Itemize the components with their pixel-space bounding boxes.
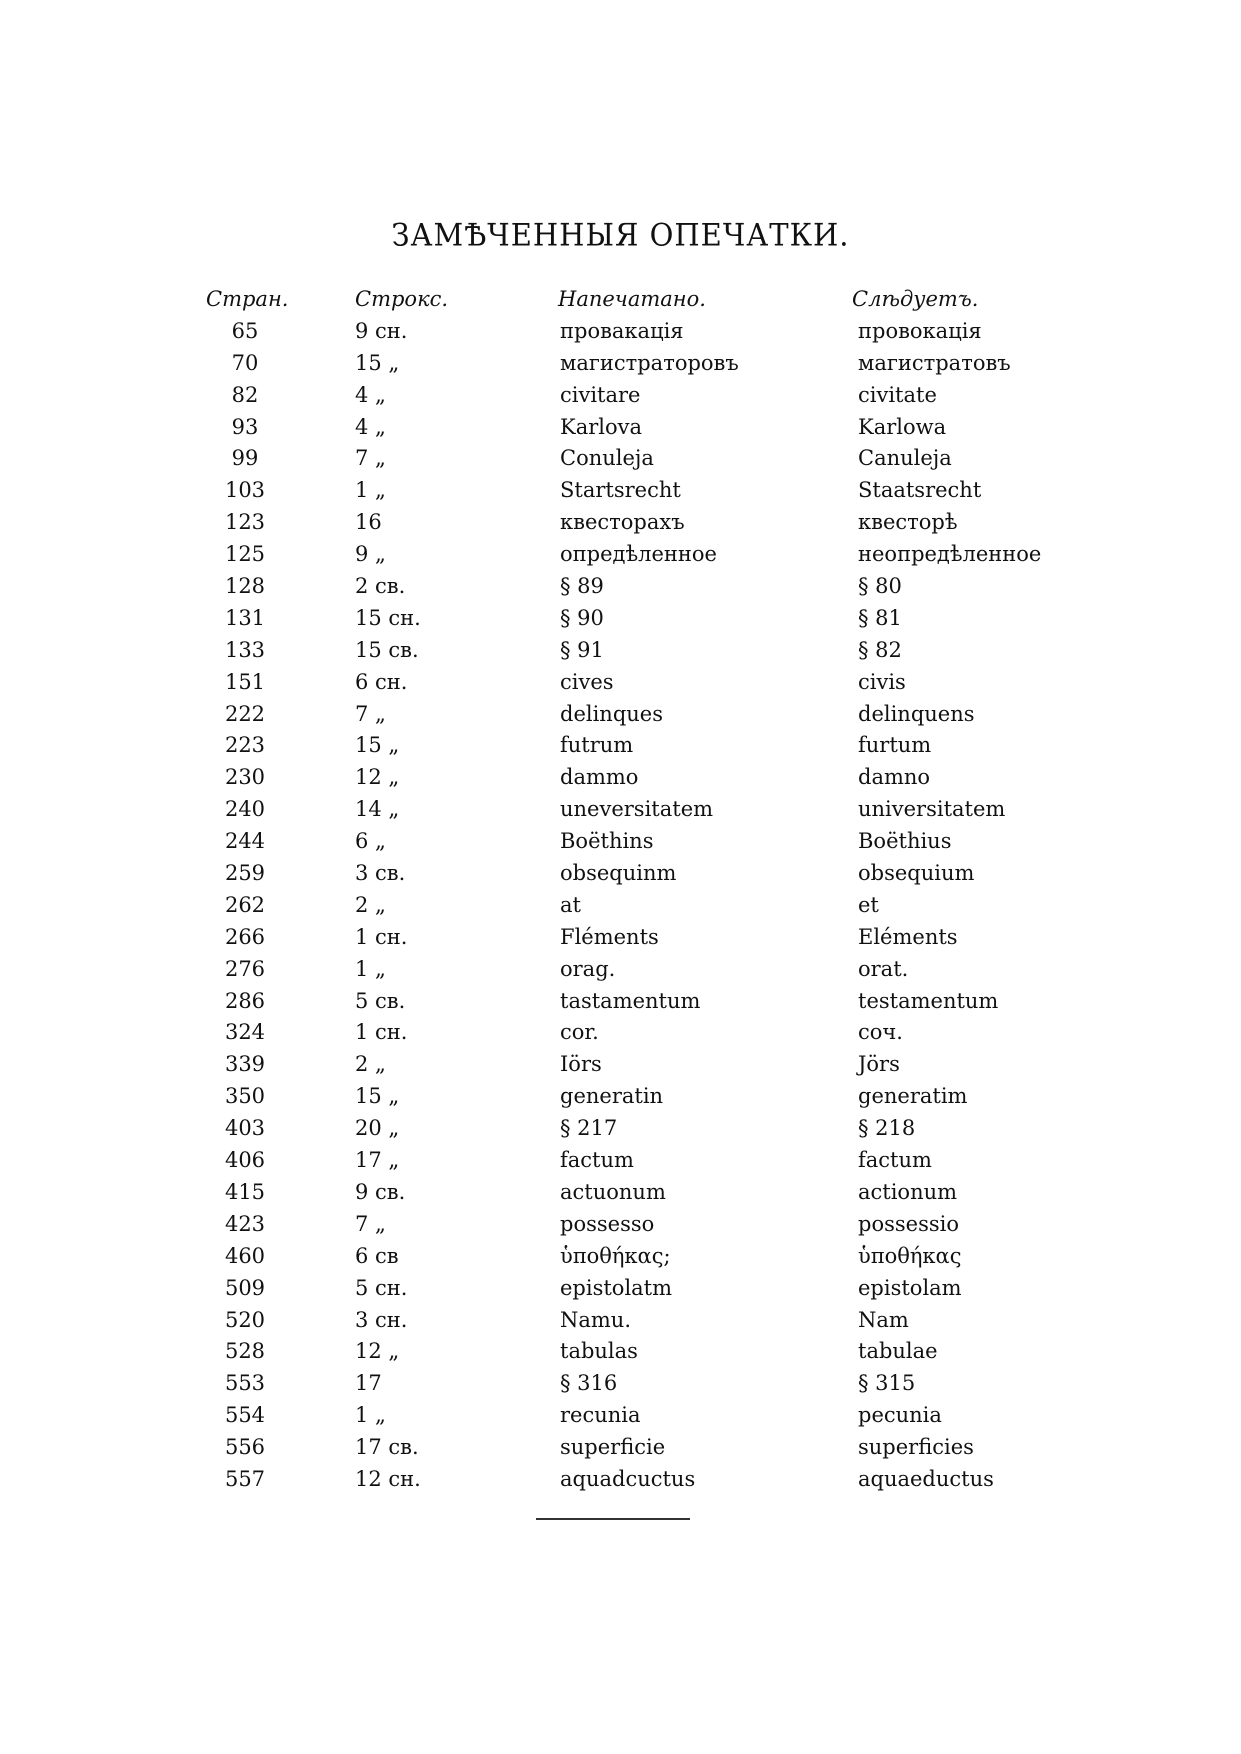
cell-line: 1 „ bbox=[355, 478, 386, 503]
cell-should-be: Nam bbox=[858, 1307, 909, 1332]
table-row bbox=[0, 1113, 1241, 1145]
cell-should-be: pecunia bbox=[858, 1403, 942, 1428]
cell-printed: aquadcuctus bbox=[560, 1466, 696, 1491]
cell-line: 17 bbox=[355, 1371, 382, 1396]
cell-line: 3 св. bbox=[355, 861, 406, 886]
cell-line: 6 св bbox=[355, 1243, 399, 1268]
cell-page: 240 bbox=[224, 797, 266, 822]
table-row bbox=[0, 1177, 1241, 1209]
cell-page: 350 bbox=[224, 1084, 266, 1109]
cell-printed: § 217 bbox=[560, 1116, 618, 1141]
errata-table bbox=[0, 284, 1241, 1496]
cell-printed: опредѣленное bbox=[560, 542, 717, 567]
cell-line: 17 „ bbox=[355, 1148, 400, 1173]
cell-page: 222 bbox=[224, 701, 266, 726]
cell-printed: factum bbox=[560, 1148, 634, 1173]
cell-printed: Karlova bbox=[560, 414, 642, 439]
cell-should-be: damno bbox=[858, 765, 931, 790]
table-row bbox=[0, 1273, 1241, 1305]
cell-printed: cives bbox=[560, 669, 614, 694]
cell-should-be: superficies bbox=[858, 1435, 974, 1460]
table-row bbox=[0, 1017, 1241, 1049]
cell-printed: futrum bbox=[560, 733, 634, 758]
cell-page: 244 bbox=[224, 829, 266, 854]
table-row bbox=[0, 1081, 1241, 1113]
cell-printed: Namu. bbox=[560, 1307, 632, 1332]
cell-should-be: неопредѣленное bbox=[858, 542, 1042, 567]
cell-page: 125 bbox=[224, 542, 266, 567]
table-row bbox=[0, 412, 1241, 444]
cell-line: 2 „ bbox=[355, 1052, 386, 1077]
cell-page: 528 bbox=[224, 1339, 266, 1364]
table-row bbox=[0, 699, 1241, 731]
cell-should-be: Jörs bbox=[858, 1052, 900, 1077]
cell-page: 406 bbox=[224, 1148, 266, 1173]
page-title: ЗАМѢЧЕННЫЯ ОПЕЧАТКИ. bbox=[391, 217, 850, 253]
table-row bbox=[0, 1209, 1241, 1241]
cell-page: 223 bbox=[224, 733, 266, 758]
cell-should-be: ὑποθήκας bbox=[858, 1243, 962, 1268]
cell-printed: § 316 bbox=[560, 1371, 618, 1396]
cell-should-be: civitate bbox=[858, 382, 937, 407]
cell-page: 128 bbox=[224, 574, 266, 599]
table-row bbox=[0, 1336, 1241, 1368]
cell-printed: actuonum bbox=[560, 1179, 666, 1204]
table-row bbox=[0, 922, 1241, 954]
cell-should-be: § 82 bbox=[858, 637, 902, 662]
cell-should-be: possessio bbox=[858, 1211, 959, 1236]
cell-page: 131 bbox=[224, 605, 266, 630]
cell-printed: магистраторовъ bbox=[560, 350, 739, 375]
table-row bbox=[0, 858, 1241, 890]
cell-printed: Conuleja bbox=[560, 446, 654, 471]
table-row bbox=[0, 507, 1241, 539]
cell-line: 3 сн. bbox=[355, 1307, 408, 1332]
cell-printed: Boëthins bbox=[560, 829, 654, 854]
table-row bbox=[0, 762, 1241, 794]
cell-printed: possesso bbox=[560, 1211, 655, 1236]
cell-should-be: obsequium bbox=[858, 861, 975, 886]
cell-page: 556 bbox=[224, 1435, 266, 1460]
cell-page: 460 bbox=[224, 1243, 266, 1268]
cell-printed: § 89 bbox=[560, 574, 604, 599]
cell-page: 123 bbox=[224, 510, 266, 535]
table-row bbox=[0, 539, 1241, 571]
cell-should-be: et bbox=[858, 892, 879, 917]
table-row bbox=[0, 1400, 1241, 1432]
table-row bbox=[0, 667, 1241, 699]
cell-line: 4 „ bbox=[355, 414, 386, 439]
cell-line: 1 „ bbox=[355, 956, 386, 981]
cell-printed: at bbox=[560, 892, 581, 917]
cell-printed: cor. bbox=[560, 1020, 599, 1045]
table-header bbox=[0, 284, 1241, 316]
cell-should-be: Boëthius bbox=[858, 829, 952, 854]
cell-should-be: tabulae bbox=[858, 1339, 938, 1364]
cell-should-be: соч. bbox=[858, 1020, 903, 1045]
cell-page: 99 bbox=[231, 446, 259, 471]
cell-line: 12 „ bbox=[355, 765, 400, 790]
cell-printed: tastamentum bbox=[560, 988, 701, 1013]
cell-printed: § 91 bbox=[560, 637, 604, 662]
cell-should-be: universitatem bbox=[858, 797, 1006, 822]
table-row bbox=[0, 603, 1241, 635]
cell-should-be: § 80 bbox=[858, 574, 902, 599]
cell-line: 9 св. bbox=[355, 1179, 406, 1204]
cell-printed: obsequinm bbox=[560, 861, 677, 886]
cell-should-be: провокація bbox=[858, 318, 982, 343]
cell-page: 554 bbox=[224, 1403, 266, 1428]
table-row bbox=[0, 571, 1241, 603]
cell-should-be: Canuleja bbox=[858, 446, 952, 471]
cell-printed: recunia bbox=[560, 1403, 641, 1428]
cell-printed: § 90 bbox=[560, 605, 604, 630]
header-page: Стран. bbox=[206, 287, 289, 311]
cell-printed: orag. bbox=[560, 956, 616, 981]
cell-line: 15 св. bbox=[355, 637, 419, 662]
cell-should-be: § 218 bbox=[858, 1116, 916, 1141]
cell-line: 12 сн. bbox=[355, 1466, 421, 1491]
cell-printed: generatin bbox=[560, 1084, 664, 1109]
cell-line: 15 сн. bbox=[355, 605, 421, 630]
cell-should-be: civis bbox=[858, 669, 906, 694]
cell-should-be: delinquens bbox=[858, 701, 975, 726]
cell-should-be: Staatsrecht bbox=[858, 478, 982, 503]
cell-printed: uneversitatem bbox=[560, 797, 714, 822]
cell-page: 151 bbox=[224, 669, 266, 694]
cell-line: 6 сн. bbox=[355, 669, 408, 694]
cell-page: 286 bbox=[224, 988, 266, 1013]
cell-line: 1 сн. bbox=[355, 1020, 408, 1045]
cell-should-be: Karlowa bbox=[858, 414, 947, 439]
cell-page: 262 bbox=[224, 892, 266, 917]
cell-page: 82 bbox=[231, 382, 259, 407]
cell-page: 70 bbox=[231, 350, 259, 375]
cell-line: 7 „ bbox=[355, 446, 386, 471]
cell-page: 403 bbox=[224, 1116, 266, 1141]
cell-should-be: epistolam bbox=[858, 1275, 962, 1300]
cell-page: 423 bbox=[224, 1211, 266, 1236]
cell-printed: квесторахъ bbox=[560, 510, 685, 535]
cell-line: 5 св. bbox=[355, 988, 406, 1013]
cell-page: 259 bbox=[224, 861, 266, 886]
cell-page: 103 bbox=[224, 478, 266, 503]
cell-page: 230 bbox=[224, 765, 266, 790]
table-row bbox=[0, 635, 1241, 667]
cell-printed: ὑποθήκας; bbox=[560, 1243, 671, 1268]
closing-rule bbox=[536, 1518, 690, 1520]
cell-should-be: квесторѣ bbox=[858, 510, 958, 535]
cell-printed: civitare bbox=[560, 382, 641, 407]
table-row bbox=[0, 348, 1241, 380]
table-row bbox=[0, 475, 1241, 507]
cell-printed: провакація bbox=[560, 318, 684, 343]
cell-should-be: § 81 bbox=[858, 605, 902, 630]
cell-printed: Iörs bbox=[560, 1052, 602, 1077]
cell-line: 6 „ bbox=[355, 829, 386, 854]
cell-should-be: furtum bbox=[858, 733, 932, 758]
cell-printed: dammo bbox=[560, 765, 639, 790]
table-row bbox=[0, 380, 1241, 412]
cell-line: 2 св. bbox=[355, 574, 406, 599]
cell-printed: Startsrecht bbox=[560, 478, 681, 503]
cell-page: 324 bbox=[224, 1020, 266, 1045]
cell-line: 15 „ bbox=[355, 1084, 400, 1109]
cell-should-be: orat. bbox=[858, 956, 909, 981]
table-row bbox=[0, 1145, 1241, 1177]
cell-should-be: actionum bbox=[858, 1179, 958, 1204]
cell-line: 15 „ bbox=[355, 350, 400, 375]
cell-should-be: магистратовъ bbox=[858, 350, 1011, 375]
table-row bbox=[0, 1432, 1241, 1464]
cell-should-be: aquaeductus bbox=[858, 1466, 994, 1491]
header-line: Строкс. bbox=[355, 287, 449, 311]
cell-printed: epistolatm bbox=[560, 1275, 673, 1300]
table-row bbox=[0, 316, 1241, 348]
cell-page: 266 bbox=[224, 924, 266, 949]
cell-line: 2 „ bbox=[355, 892, 386, 917]
cell-page: 553 bbox=[224, 1371, 266, 1396]
cell-page: 133 bbox=[224, 637, 266, 662]
table-row bbox=[0, 1049, 1241, 1081]
cell-line: 20 „ bbox=[355, 1116, 400, 1141]
table-row bbox=[0, 443, 1241, 475]
cell-line: 5 сн. bbox=[355, 1275, 408, 1300]
table-row bbox=[0, 1464, 1241, 1496]
cell-printed: superficie bbox=[560, 1435, 666, 1460]
cell-page: 339 bbox=[224, 1052, 266, 1077]
cell-should-be: testamentum bbox=[858, 988, 999, 1013]
header-printed: Напечатано. bbox=[558, 287, 706, 311]
cell-line: 7 „ bbox=[355, 1211, 386, 1236]
cell-page: 276 bbox=[224, 956, 266, 981]
cell-line: 17 св. bbox=[355, 1435, 419, 1460]
cell-printed: delinques bbox=[560, 701, 664, 726]
cell-line: 1 „ bbox=[355, 1403, 386, 1428]
cell-line: 12 „ bbox=[355, 1339, 400, 1364]
cell-page: 509 bbox=[224, 1275, 266, 1300]
cell-page: 65 bbox=[231, 318, 259, 343]
cell-line: 4 „ bbox=[355, 382, 386, 407]
table-row bbox=[0, 954, 1241, 986]
cell-should-be: factum bbox=[858, 1148, 932, 1173]
table-row bbox=[0, 794, 1241, 826]
cell-line: 9 сн. bbox=[355, 318, 408, 343]
cell-line: 16 bbox=[355, 510, 382, 535]
cell-printed: Fléments bbox=[560, 924, 659, 949]
cell-should-be: generatim bbox=[858, 1084, 968, 1109]
cell-should-be: § 315 bbox=[858, 1371, 916, 1396]
table-row bbox=[0, 986, 1241, 1018]
table-row bbox=[0, 1241, 1241, 1273]
cell-line: 9 „ bbox=[355, 542, 386, 567]
cell-page: 557 bbox=[224, 1466, 266, 1491]
cell-printed: tabulas bbox=[560, 1339, 638, 1364]
cell-page: 93 bbox=[231, 414, 259, 439]
header-should-be: Слѣдуетъ. bbox=[852, 287, 979, 311]
cell-line: 14 „ bbox=[355, 797, 400, 822]
table-row bbox=[0, 730, 1241, 762]
table-row bbox=[0, 890, 1241, 922]
table-row bbox=[0, 1305, 1241, 1337]
table-body bbox=[0, 316, 1241, 1496]
cell-should-be: Eléments bbox=[858, 924, 958, 949]
cell-page: 520 bbox=[224, 1307, 266, 1332]
cell-page: 415 bbox=[224, 1179, 266, 1204]
table-row bbox=[0, 1368, 1241, 1400]
cell-line: 15 „ bbox=[355, 733, 400, 758]
cell-line: 7 „ bbox=[355, 701, 386, 726]
cell-line: 1 сн. bbox=[355, 924, 408, 949]
table-row bbox=[0, 826, 1241, 858]
